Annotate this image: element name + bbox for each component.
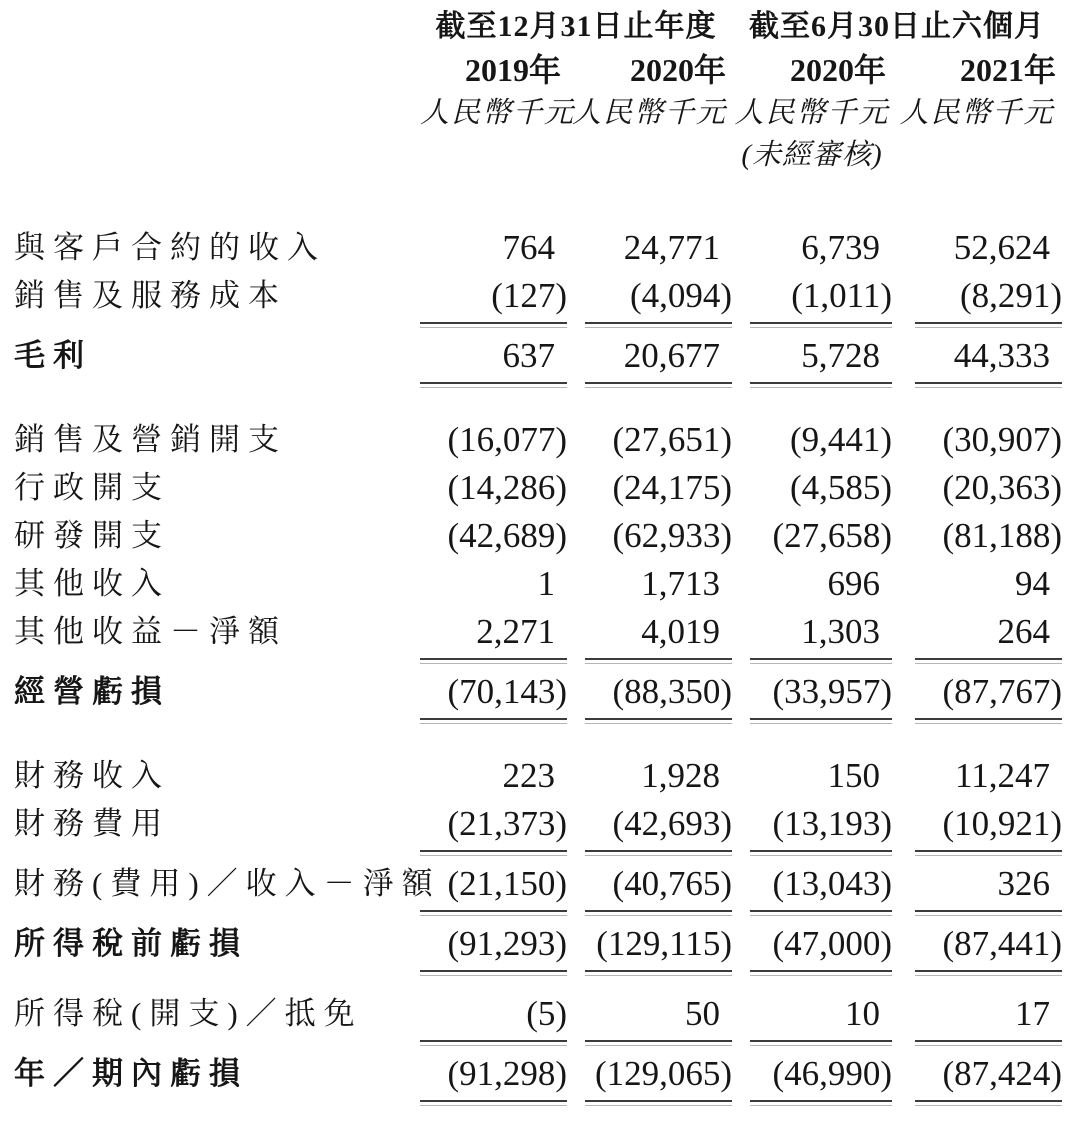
cell-value: 24,771 (623, 228, 720, 267)
period-group-row (14, 6, 1080, 48)
cell-value: (13,043) (772, 864, 892, 903)
cell-value: (91,293) (447, 924, 567, 963)
cell-value: (9,441) (789, 420, 892, 459)
cell-fy2019 (420, 416, 567, 464)
cell-hy2021 (892, 920, 1062, 968)
row-label: 與客戶合約的收入 (14, 230, 326, 265)
cell-hy2021 (892, 224, 1062, 272)
cell-fy2020 (567, 272, 732, 320)
cell-value: (13,193) (772, 804, 892, 843)
cell-fy2020 (567, 464, 732, 512)
unaudited-note: (未經審核) (741, 139, 883, 171)
cell-value: 326 (997, 864, 1050, 903)
cell-value: 1,713 (641, 564, 720, 603)
table-row (14, 272, 1080, 320)
cell-value: 223 (502, 756, 555, 795)
cell-hy2021 (892, 860, 1062, 908)
cell-hy2021 (892, 990, 1062, 1038)
cell-hy2021 (892, 464, 1062, 512)
cell-fy2019 (420, 224, 567, 272)
cell-hy2021 (892, 416, 1062, 464)
cell-hy2021 (892, 560, 1062, 608)
cell-hy2020 (732, 416, 892, 464)
cell-value: 1,303 (801, 612, 880, 651)
cell-hy2020 (732, 224, 892, 272)
cell-fy2020 (567, 920, 732, 968)
row-label: 財務費用 (14, 806, 170, 841)
cell-value: (91,298) (447, 1054, 567, 1093)
cell-value: 764 (502, 228, 555, 267)
cell-fy2020 (567, 1050, 732, 1098)
cell-value: 50 (685, 994, 720, 1033)
table-row (14, 416, 1080, 464)
period-group-annual: 截至12月31日止年度 (435, 10, 717, 43)
table-row (14, 752, 1080, 800)
table-row (14, 920, 1080, 968)
cell-value: 17 (1015, 994, 1050, 1033)
table-body (14, 224, 1080, 1098)
cell-value: (4,585) (789, 468, 892, 507)
cell-hy2021 (892, 800, 1062, 848)
cell-value: (33,957) (772, 672, 892, 711)
cell-fy2020 (567, 512, 732, 560)
year-header-2021-interim: 2021年 (959, 52, 1056, 88)
cell-fy2019 (420, 1050, 567, 1098)
cell-value: (81,188) (942, 516, 1062, 555)
row-label: 銷售及營銷開支 (14, 422, 287, 457)
cell-value: 1,928 (641, 756, 720, 795)
row-label: 財務(費用)／收入－淨額 (14, 866, 441, 901)
cell-hy2020 (732, 464, 892, 512)
cell-fy2020 (567, 668, 732, 716)
unaudited-note-row (14, 134, 1080, 176)
row-label: 研發開支 (14, 518, 170, 553)
unit-label: 人民幣千元 (571, 97, 727, 129)
cell-hy2020 (732, 512, 892, 560)
cell-value: (40,765) (612, 864, 732, 903)
cell-value: 20,677 (623, 336, 720, 375)
table-row (14, 990, 1080, 1038)
cell-value: (24,175) (612, 468, 732, 507)
cell-value: (21,150) (447, 864, 567, 903)
cell-value: (1,011) (791, 276, 892, 315)
year-header-2020: 2020年 (629, 52, 726, 88)
cell-value: (88,350) (612, 672, 732, 711)
cell-value: 2,271 (476, 612, 555, 651)
cell-value: (46,990) (772, 1054, 892, 1093)
cell-value: (4,094) (629, 276, 732, 315)
cell-value: (21,373) (447, 804, 567, 843)
cell-fy2020 (567, 224, 732, 272)
cell-hy2020 (732, 800, 892, 848)
cell-value: 10 (845, 994, 880, 1033)
row-label: 行政開支 (14, 470, 170, 505)
cell-value: 44,333 (953, 336, 1050, 375)
cell-value: (127) (491, 276, 567, 315)
table-row (14, 860, 1080, 908)
cell-fy2020 (567, 990, 732, 1038)
cell-value: 4,019 (641, 612, 720, 651)
cell-hy2021 (892, 668, 1062, 716)
cell-hy2021 (892, 332, 1062, 380)
row-label: 所得稅(開支)／抵免 (14, 996, 363, 1031)
table-row (14, 668, 1080, 716)
cell-value: (27,651) (612, 420, 732, 459)
table-row (14, 560, 1080, 608)
table-row (14, 332, 1080, 380)
year-header-row (14, 48, 1080, 92)
cell-hy2020 (732, 332, 892, 380)
cell-value: 94 (1015, 564, 1050, 603)
cell-hy2021 (892, 608, 1062, 656)
table-row (14, 512, 1080, 560)
cell-value: (8,291) (959, 276, 1062, 315)
cell-hy2021 (892, 752, 1062, 800)
cell-value: (70,143) (447, 672, 567, 711)
cell-value: (62,933) (612, 516, 732, 555)
cell-hy2021 (892, 272, 1062, 320)
cell-value: 264 (997, 612, 1050, 651)
cell-fy2019 (420, 860, 567, 908)
cell-value: 637 (502, 336, 555, 375)
cell-hy2020 (732, 990, 892, 1038)
cell-fy2020 (567, 560, 732, 608)
cell-hy2020 (732, 608, 892, 656)
cell-value: (5) (526, 994, 567, 1033)
cell-hy2020 (732, 1050, 892, 1098)
cell-value: (30,907) (942, 420, 1062, 459)
cell-fy2020 (567, 752, 732, 800)
cell-value: 150 (827, 756, 880, 795)
year-header-2020-interim: 2020年 (789, 52, 886, 88)
cell-hy2020 (732, 920, 892, 968)
cell-fy2019 (420, 800, 567, 848)
cell-value: 52,624 (953, 228, 1050, 267)
cell-fy2020 (567, 860, 732, 908)
table-row (14, 800, 1080, 848)
cell-value: 6,739 (801, 228, 880, 267)
table-row (14, 224, 1080, 272)
cell-fy2020 (567, 332, 732, 380)
cell-value: (87,441) (942, 924, 1062, 963)
cell-value: (129,065) (594, 1054, 732, 1093)
row-label: 年／期內虧損 (14, 1056, 248, 1091)
cell-hy2021 (892, 1050, 1062, 1098)
table-row (14, 464, 1080, 512)
unit-label: 人民幣千元 (899, 97, 1055, 129)
cell-value: 11,247 (955, 756, 1050, 795)
cell-fy2019 (420, 464, 567, 512)
cell-value: (42,693) (612, 804, 732, 843)
unit-label: 人民幣千元 (420, 97, 576, 129)
cell-fy2020 (567, 416, 732, 464)
row-label: 銷售及服務成本 (14, 278, 287, 313)
cell-fy2019 (420, 560, 567, 608)
row-label: 所得稅前虧損 (14, 926, 248, 961)
row-label: 經營虧損 (14, 674, 170, 709)
cell-hy2020 (732, 752, 892, 800)
cell-value: (87,767) (942, 672, 1062, 711)
cell-value: 1 (537, 564, 555, 603)
cell-value: (47,000) (772, 924, 892, 963)
cell-fy2019 (420, 752, 567, 800)
cell-hy2020 (732, 272, 892, 320)
cell-hy2021 (892, 512, 1062, 560)
cell-hy2020 (732, 860, 892, 908)
table-row (14, 608, 1080, 656)
unit-header-row (14, 92, 1080, 134)
cell-fy2019 (420, 920, 567, 968)
cell-fy2019 (420, 512, 567, 560)
cell-value: (14,286) (447, 468, 567, 507)
cell-value: 696 (827, 564, 880, 603)
table-row (14, 1050, 1080, 1098)
cell-value: (42,689) (447, 516, 567, 555)
row-label: 財務收入 (14, 758, 170, 793)
cell-value: 5,728 (801, 336, 880, 375)
cell-value: (20,363) (942, 468, 1062, 507)
cell-value: (27,658) (772, 516, 892, 555)
cell-hy2020 (732, 668, 892, 716)
period-group-interim: 截至6月30日止六個月 (749, 10, 1045, 43)
cell-fy2019 (420, 668, 567, 716)
cell-hy2020 (732, 560, 892, 608)
cell-fy2020 (567, 608, 732, 656)
cell-value: (16,077) (447, 420, 567, 459)
row-label: 其他收入 (14, 566, 170, 601)
year-header-2019: 2019年 (464, 52, 561, 88)
cell-fy2019 (420, 332, 567, 380)
cell-value: (87,424) (942, 1054, 1062, 1093)
cell-value: (129,115) (596, 924, 732, 963)
cell-fy2019 (420, 608, 567, 656)
cell-fy2019 (420, 272, 567, 320)
row-label: 毛利 (14, 338, 92, 373)
cell-value: (10,921) (942, 804, 1062, 843)
unit-label: 人民幣千元 (734, 97, 890, 129)
cell-fy2019 (420, 990, 567, 1038)
cell-fy2020 (567, 800, 732, 848)
row-label: 其他收益－淨額 (14, 614, 287, 649)
